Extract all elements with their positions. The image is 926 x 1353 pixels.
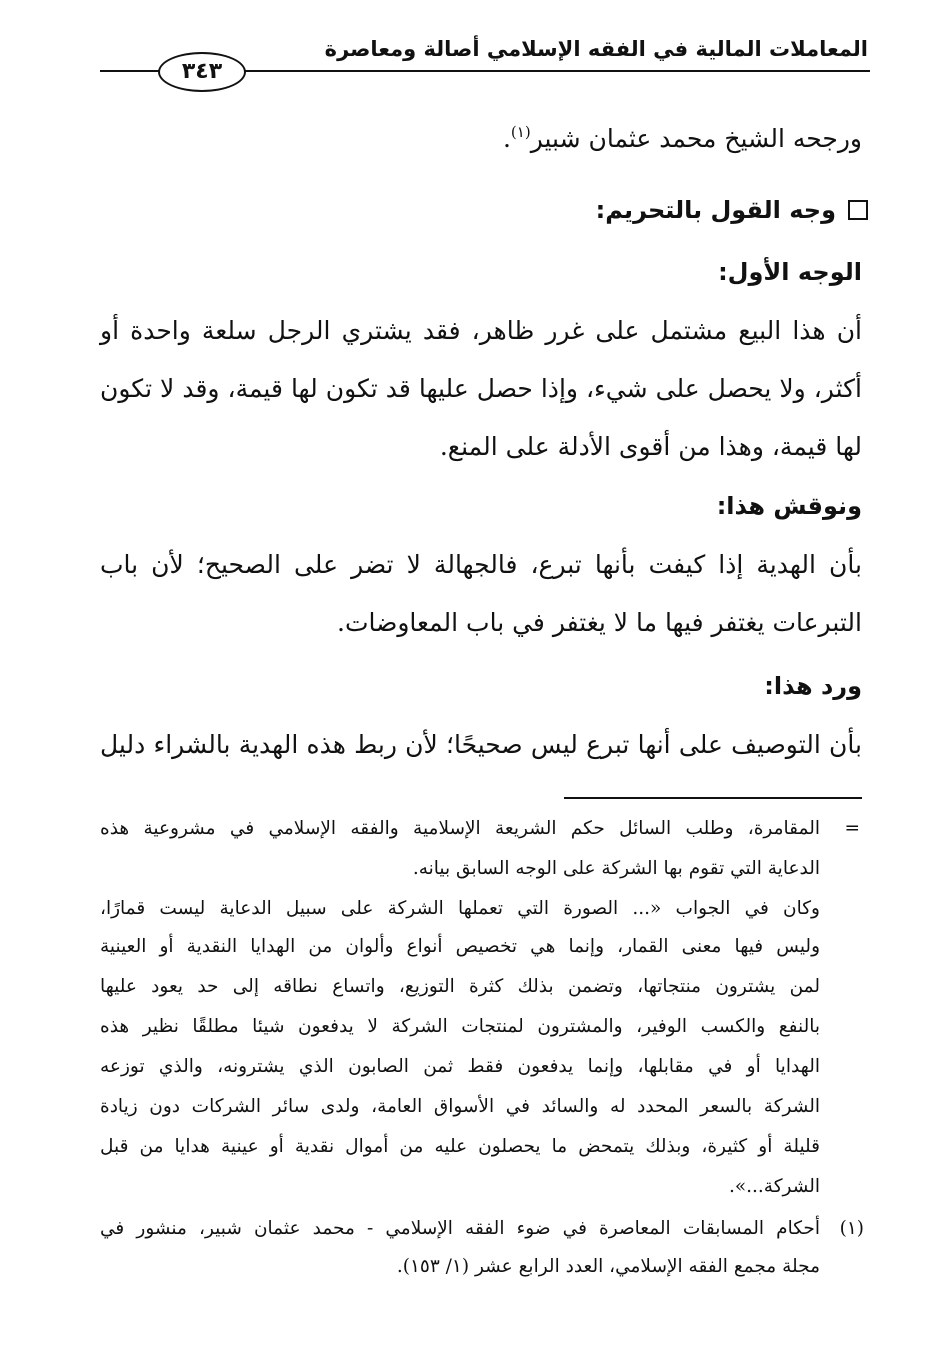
- subheading-discussed: ونوقش هذا:: [716, 492, 862, 520]
- footnote-1-line-2: مجلة مجمع الفقه الإسلامي، العدد الرابع عشر (١/ ١٥٣).: [396, 1256, 820, 1277]
- body-line-1: [503, 124, 862, 153]
- footnote-line-7: الهدايا أو في مقابلها، وإنما يدفعون فقط ثمن الصابون الذي يشترونه، والذي توزعه: [100, 1056, 820, 1077]
- footnote-1-marker: (١): [839, 1218, 864, 1239]
- section-heading-text: وجه القول بالتحريم:: [595, 196, 836, 224]
- subheading-first-aspect: الوجه الأول:: [718, 258, 862, 286]
- body-line-1-text: ورجحه الشيخ محمد عثمان شبير: [530, 124, 862, 153]
- footnote-line-3: وكان في الجواب «... الصورة التي تعملها الشركة على سبيل الدعاية ليست قمارًا،: [100, 898, 820, 919]
- running-title: المعاملات المالية في الفقه الإسلامي أصالة ومعاصرة: [324, 37, 868, 61]
- body-line-1-end: .: [502, 124, 511, 153]
- footnote-separator: [564, 797, 862, 799]
- para1-line3: لها قيمة، وهذا من أقوى الأدلة على المنع.: [439, 432, 862, 461]
- page-number-badge: ٣٤٣: [158, 52, 246, 92]
- para2-line2: التبرعات يغتفر فيها ما لا يغتفر في باب المعاوضات.: [337, 608, 862, 637]
- section-heading: [596, 196, 868, 224]
- para1-line2: أكثر، ولا يحصل على شيء، وإذا حصل عليها قد تكون لها قيمة، وقد لا تكون: [100, 374, 862, 403]
- footnote-line-2: الدعاية التي تقوم بها الشركة على الوجه السابق بيانه.: [412, 858, 820, 879]
- footnote-ref-1: (١): [510, 123, 531, 141]
- footnote-line-9: قليلة أو كثيرة، وبذلك يتمحض ما يحصلون عليه من أموال نقدية أو عينية هدايا من قبل: [100, 1136, 820, 1157]
- footnote-line-5: لمن يشترون منتجاتها، وتضمن بذلك كثرة التوزيع، واتساع نطاقه إلى حد يعود عليها: [100, 976, 820, 997]
- para3-line1: بأن التوصيف على أنها تبرع ليس صحيحًا؛ لأن ربط هذه الهدية بالشراء دليل: [100, 730, 862, 759]
- footnote-line-6: بالنفع والكسب الوفير، والمشترون لمنتجات الشركة لا يدفعون شيئا مطلقًا نظير هذه: [100, 1016, 820, 1037]
- footnote-line-1: المقامرة، وطلب السائل حكم الشريعة الإسلامية والفقه الإسلامي في مشروعية هذه: [100, 818, 820, 839]
- square-bullet-icon: [848, 200, 868, 220]
- footnote-1-line-1: أحكام المسابقات المعاصرة في ضوء الفقه الإسلامي - محمد عثمان شبير، منشور في: [100, 1218, 820, 1239]
- footnote-continuation-marker: =: [844, 818, 860, 839]
- footnote-line-10: الشركة...».: [728, 1176, 820, 1197]
- para1-line1: أن هذا البيع مشتمل على غرر ظاهر، فقد يشتري الرجل سلعة واحدة أو: [100, 316, 862, 345]
- footnote-line-4: وليس فيها معنى القمار، وإنما هي تخصيص أنواع وألوان من الهدايا النقدية أو العينية: [100, 936, 820, 957]
- footnote-line-8: الشركة بالسعر المحدد له والسائد في الأسواق العامة، ولدى سائر الشركات دون زيادة: [100, 1096, 820, 1117]
- para2-line1: بأن الهدية إذا كيفت بأنها تبرع، فالجهالة لا تضر على الصحيح؛ لأن باب: [100, 550, 862, 579]
- subheading-reply: ورد هذا:: [764, 672, 862, 700]
